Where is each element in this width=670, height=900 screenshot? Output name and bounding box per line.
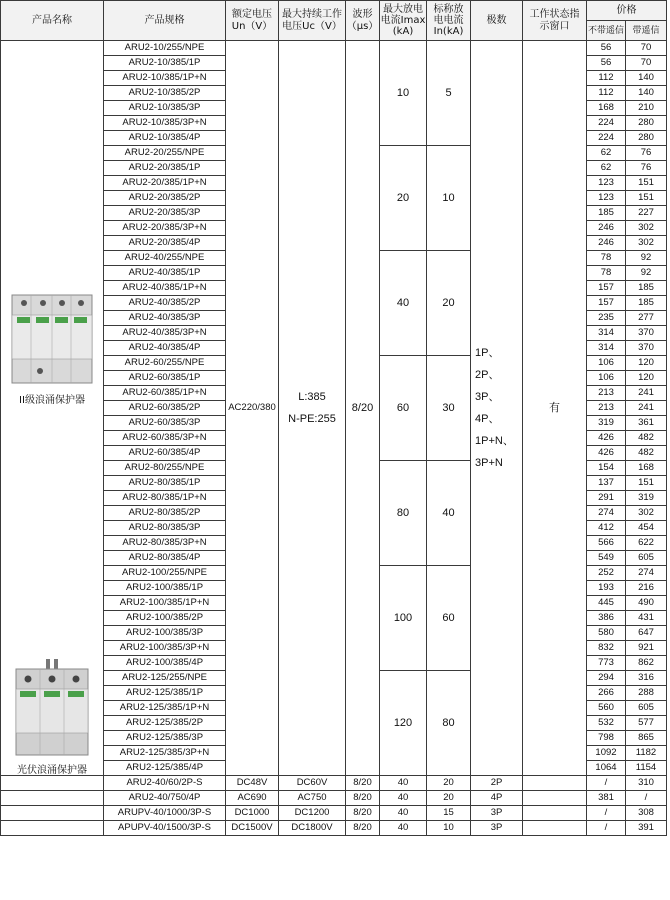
in-cell: 40 — [427, 461, 471, 566]
spec-cell: ARU2-80/385/1P — [104, 476, 226, 491]
price-no-comm-cell: / — [587, 776, 626, 791]
price-comm-cell: 622 — [626, 536, 667, 551]
empty-product-cell — [1, 791, 104, 806]
price-comm-cell: 391 — [626, 821, 667, 836]
price-no-comm-cell: 123 — [587, 176, 626, 191]
price-no-comm-cell: 560 — [587, 701, 626, 716]
imax-cell: 40 — [380, 251, 427, 356]
product-images-cell — [1, 41, 104, 776]
price-comm-cell: 308 — [626, 806, 667, 821]
price-comm-cell: 140 — [626, 86, 667, 101]
price-no-comm-cell: 123 — [587, 191, 626, 206]
spec-cell: ARU2-100/385/1P+N — [104, 596, 226, 611]
in-cell: 10 — [427, 821, 471, 836]
spec-cell: ARU2-40/385/4P — [104, 341, 226, 356]
status-window-cell — [523, 821, 587, 836]
price-comm-cell: 316 — [626, 671, 667, 686]
price-comm-cell: 76 — [626, 146, 667, 161]
col-poles: 极数 — [471, 1, 523, 41]
price-no-comm-cell: 78 — [587, 266, 626, 281]
uc-cell: AC750 — [279, 791, 346, 806]
spec-cell: ARU2-20/385/1P — [104, 161, 226, 176]
in-cell: 30 — [427, 356, 471, 461]
in-cell: 5 — [427, 41, 471, 146]
table-row — [1, 806, 667, 821]
un-cell: DC1000 — [226, 806, 279, 821]
price-no-comm-cell: 193 — [587, 581, 626, 596]
price-comm-cell: 865 — [626, 731, 667, 746]
wave-cell: 8/20 — [346, 821, 380, 836]
empty-product-cell — [1, 806, 104, 821]
col-price-no-comm: 不带遥信 — [587, 21, 626, 41]
price-comm-cell: 241 — [626, 386, 667, 401]
spec-cell: ARU2-80/385/1P+N — [104, 491, 226, 506]
table-row — [1, 791, 667, 806]
surge-protector-4p-icon — [10, 289, 94, 389]
price-no-comm-cell: 246 — [587, 236, 626, 251]
price-no-comm-cell: 106 — [587, 371, 626, 386]
price-no-comm-cell: 62 — [587, 161, 626, 176]
spec-cell: ARU2-40/385/3P+N — [104, 326, 226, 341]
price-comm-cell: 288 — [626, 686, 667, 701]
price-no-comm-cell: 773 — [587, 656, 626, 671]
un-cell: AC690 — [226, 791, 279, 806]
price-no-comm-cell: 154 — [587, 461, 626, 476]
col-price-comm: 带遥信 — [626, 21, 667, 41]
price-no-comm-cell: 1092 — [587, 746, 626, 761]
spec-cell: ARU2-20/385/3P — [104, 206, 226, 221]
spec-cell: ARU2-40/385/1P+N — [104, 281, 226, 296]
poles-line: 1P+N、 — [475, 435, 514, 447]
price-no-comm-cell: 224 — [587, 116, 626, 131]
price-no-comm-cell: 319 — [587, 416, 626, 431]
table-row — [1, 41, 667, 56]
col-in: 标称放 电电流 In(kA) — [427, 1, 471, 41]
price-no-comm-cell: 213 — [587, 401, 626, 416]
spec-cell: ARU2-10/385/4P — [104, 131, 226, 146]
spec-cell: ARU2-100/385/3P — [104, 626, 226, 641]
price-comm-cell: 140 — [626, 71, 667, 86]
price-comm-cell: 862 — [626, 656, 667, 671]
price-comm-cell: 151 — [626, 476, 667, 491]
price-no-comm-cell: 112 — [587, 71, 626, 86]
price-comm-cell: 92 — [626, 251, 667, 266]
price-no-comm-cell: 386 — [587, 611, 626, 626]
imax-cell: 120 — [380, 671, 427, 776]
uc-cell: DC1200 — [279, 806, 346, 821]
price-comm-cell: 577 — [626, 716, 667, 731]
price-comm-cell: 454 — [626, 521, 667, 536]
spec-cell: ARU2-125/385/2P — [104, 716, 226, 731]
spec-cell: ARU2-125/255/NPE — [104, 671, 226, 686]
price-no-comm-cell: 224 — [587, 131, 626, 146]
spec-cell: ARU2-20/385/3P+N — [104, 221, 226, 236]
spec-cell: ARU2-20/385/2P — [104, 191, 226, 206]
pv-surge-protector-icon — [14, 659, 90, 759]
price-comm-cell: 120 — [626, 356, 667, 371]
col-imax: 最大放电 电流Imax (kA) — [380, 1, 427, 41]
spec-cell: ARU2-60/385/4P — [104, 446, 226, 461]
price-comm-cell: 361 — [626, 416, 667, 431]
type2-product-label: II级浪涌保护器 — [19, 395, 85, 406]
imax-cell: 40 — [380, 806, 427, 821]
spec-cell: ARU2-125/385/4P — [104, 761, 226, 776]
price-comm-cell: 70 — [626, 56, 667, 71]
spec-cell: ARU2-80/385/3P+N — [104, 536, 226, 551]
price-no-comm-cell: 168 — [587, 101, 626, 116]
price-comm-cell: 168 — [626, 461, 667, 476]
spec-cell: ARU2-100/385/1P — [104, 581, 226, 596]
price-comm-cell: 1154 — [626, 761, 667, 776]
price-no-comm-cell: 549 — [587, 551, 626, 566]
uc-line-npe: N-PE:255 — [288, 413, 336, 425]
spec-cell: ARU2-40/385/3P — [104, 311, 226, 326]
price-no-comm-cell: 157 — [587, 281, 626, 296]
price-no-comm-cell: 580 — [587, 626, 626, 641]
price-no-comm-cell: 252 — [587, 566, 626, 581]
price-comm-cell: 70 — [626, 41, 667, 56]
spec-cell: ARU2-10/385/3P — [104, 101, 226, 116]
imax-cell: 40 — [380, 791, 427, 806]
price-no-comm-cell: 185 — [587, 206, 626, 221]
price-no-comm-cell: 532 — [587, 716, 626, 731]
col-waveform: 波形 （μs） — [346, 1, 380, 41]
price-no-comm-cell: 412 — [587, 521, 626, 536]
price-no-comm-cell: 566 — [587, 536, 626, 551]
spec-cell: ARU2-80/385/2P — [104, 506, 226, 521]
col-max-cont-voltage: 最大持续工作 电压Uc（V） — [279, 1, 346, 41]
wave-cell: 8/20 — [346, 776, 380, 791]
poles-cell: 2P — [471, 776, 523, 791]
price-no-comm-cell: 445 — [587, 596, 626, 611]
price-comm-cell: 302 — [626, 506, 667, 521]
spec-cell: ARU2-125/385/3P — [104, 731, 226, 746]
uc-cell: DC1800V — [279, 821, 346, 836]
price-no-comm-cell: / — [587, 806, 626, 821]
in-cell: 60 — [427, 566, 471, 671]
imax-cell: 20 — [380, 146, 427, 251]
price-comm-cell: 370 — [626, 326, 667, 341]
spec-cell: ARU2-125/385/1P+N — [104, 701, 226, 716]
price-no-comm-cell: 246 — [587, 221, 626, 236]
spec-cell: ARU2-80/255/NPE — [104, 461, 226, 476]
price-comm-cell: 151 — [626, 191, 667, 206]
spec-cell: ARU2-60/385/1P+N — [104, 386, 226, 401]
price-no-comm-cell: 235 — [587, 311, 626, 326]
price-no-comm-cell: 56 — [587, 56, 626, 71]
price-comm-cell: / — [626, 791, 667, 806]
price-no-comm-cell: 213 — [587, 386, 626, 401]
empty-product-cell — [1, 776, 104, 791]
price-comm-cell: 92 — [626, 266, 667, 281]
un-cell: DC48V — [226, 776, 279, 791]
price-comm-cell: 605 — [626, 551, 667, 566]
price-comm-cell: 185 — [626, 296, 667, 311]
price-no-comm-cell: 106 — [587, 356, 626, 371]
spec-cell: ARUPV-40/1000/3P-S — [104, 806, 226, 821]
spec-cell: ARU2-80/385/4P — [104, 551, 226, 566]
imax-cell: 40 — [380, 821, 427, 836]
table-body — [1, 41, 667, 836]
spec-cell: ARU2-10/385/1P+N — [104, 71, 226, 86]
spec-cell: ARU2-60/385/3P+N — [104, 431, 226, 446]
price-comm-cell: 280 — [626, 116, 667, 131]
spec-cell: ARU2-10/385/2P — [104, 86, 226, 101]
spec-cell: ARU2-10/385/3P+N — [104, 116, 226, 131]
price-comm-cell: 431 — [626, 611, 667, 626]
pv-product-label: 光伏浪涌保护器 — [17, 765, 87, 776]
spec-cell: ARU2-100/385/3P+N — [104, 641, 226, 656]
spec-cell: ARU2-20/255/NPE — [104, 146, 226, 161]
spec-cell: ARU2-100/385/2P — [104, 611, 226, 626]
price-comm-cell: 921 — [626, 641, 667, 656]
max-cont-voltage-cell — [279, 41, 346, 776]
spec-cell: ARU2-60/385/1P — [104, 371, 226, 386]
spec-cell: ARU2-125/385/1P — [104, 686, 226, 701]
price-comm-cell: 490 — [626, 596, 667, 611]
spec-cell: ARU2-10/385/1P — [104, 56, 226, 71]
price-comm-cell: 277 — [626, 311, 667, 326]
spec-cell: ARU2-125/385/3P+N — [104, 746, 226, 761]
price-comm-cell: 302 — [626, 236, 667, 251]
in-cell: 80 — [427, 671, 471, 776]
price-comm-cell: 76 — [626, 161, 667, 176]
price-comm-cell: 185 — [626, 281, 667, 296]
waveform-cell: 8/20 — [346, 41, 380, 776]
price-no-comm-cell: / — [587, 821, 626, 836]
price-no-comm-cell: 266 — [587, 686, 626, 701]
status-window-cell — [523, 806, 587, 821]
status-window-cell — [523, 776, 587, 791]
type2-product — [1, 289, 103, 407]
pv-product — [1, 659, 103, 776]
spec-cell: ARU2-10/255/NPE — [104, 41, 226, 56]
price-comm-cell: 120 — [626, 371, 667, 386]
col-status-window: 工作状态指 示窗口 — [523, 1, 587, 41]
price-comm-cell: 280 — [626, 131, 667, 146]
price-no-comm-cell: 832 — [587, 641, 626, 656]
un-cell: DC1500V — [226, 821, 279, 836]
imax-cell: 40 — [380, 776, 427, 791]
price-no-comm-cell: 157 — [587, 296, 626, 311]
price-comm-cell: 370 — [626, 341, 667, 356]
price-no-comm-cell: 112 — [587, 86, 626, 101]
price-no-comm-cell: 426 — [587, 446, 626, 461]
spec-cell: ARU2-40/385/1P — [104, 266, 226, 281]
price-no-comm-cell: 798 — [587, 731, 626, 746]
spec-cell: ARU2-40/385/2P — [104, 296, 226, 311]
spec-cell: ARU2-60/385/3P — [104, 416, 226, 431]
poles-line: 3P+N — [475, 457, 503, 469]
table-row — [1, 776, 667, 791]
price-no-comm-cell: 314 — [587, 326, 626, 341]
imax-cell: 100 — [380, 566, 427, 671]
spec-cell: ARU2-80/385/3P — [104, 521, 226, 536]
price-no-comm-cell: 56 — [587, 41, 626, 56]
price-comm-cell: 1182 — [626, 746, 667, 761]
price-comm-cell: 647 — [626, 626, 667, 641]
spec-cell: ARU2-60/255/NPE — [104, 356, 226, 371]
uc-cell: DC60V — [279, 776, 346, 791]
spec-cell: ARU2-40/60/2P-S — [104, 776, 226, 791]
price-no-comm-cell: 426 — [587, 431, 626, 446]
status-window-cell: 有 — [523, 41, 587, 776]
price-no-comm-cell: 274 — [587, 506, 626, 521]
price-no-comm-cell: 1064 — [587, 761, 626, 776]
price-comm-cell: 482 — [626, 446, 667, 461]
spec-cell: ARU2-100/255/NPE — [104, 566, 226, 581]
price-comm-cell: 216 — [626, 581, 667, 596]
poles-cell: 4P — [471, 791, 523, 806]
price-no-comm-cell: 137 — [587, 476, 626, 491]
col-price: 价格 — [587, 1, 667, 21]
price-comm-cell: 274 — [626, 566, 667, 581]
poles-line: 3P、4P、 — [475, 391, 500, 425]
price-no-comm-cell: 294 — [587, 671, 626, 686]
poles-cell: 3P — [471, 821, 523, 836]
uc-line-l: L:385 — [298, 391, 326, 403]
poles-cell — [471, 41, 523, 776]
spec-cell: ARU2-40/750/4P — [104, 791, 226, 806]
col-rated-voltage: 额定电压 Un（V） — [226, 1, 279, 41]
imax-cell: 80 — [380, 461, 427, 566]
price-no-comm-cell: 291 — [587, 491, 626, 506]
spec-cell: ARU2-100/385/4P — [104, 656, 226, 671]
wave-cell: 8/20 — [346, 806, 380, 821]
empty-product-cell — [1, 821, 104, 836]
col-product-name: 产品名称 — [1, 1, 104, 41]
status-window-cell — [523, 791, 587, 806]
price-comm-cell: 302 — [626, 221, 667, 236]
price-no-comm-cell: 314 — [587, 341, 626, 356]
price-comm-cell: 482 — [626, 431, 667, 446]
in-cell: 20 — [427, 791, 471, 806]
price-comm-cell: 605 — [626, 701, 667, 716]
spec-cell: APUPV-40/1500/3P-S — [104, 821, 226, 836]
in-cell: 20 — [427, 776, 471, 791]
price-comm-cell: 241 — [626, 401, 667, 416]
price-comm-cell: 151 — [626, 176, 667, 191]
poles-line: 1P、2P、 — [475, 347, 500, 381]
imax-cell: 10 — [380, 41, 427, 146]
price-comm-cell: 227 — [626, 206, 667, 221]
price-no-comm-cell: 381 — [587, 791, 626, 806]
price-comm-cell: 310 — [626, 776, 667, 791]
spec-cell: ARU2-20/385/1P+N — [104, 176, 226, 191]
price-comm-cell: 210 — [626, 101, 667, 116]
spec-cell: ARU2-40/255/NPE — [104, 251, 226, 266]
col-spec: 产品规格 — [104, 1, 226, 41]
spec-cell: ARU2-20/385/4P — [104, 236, 226, 251]
in-cell: 10 — [427, 146, 471, 251]
table-row — [1, 821, 667, 836]
price-no-comm-cell: 78 — [587, 251, 626, 266]
price-no-comm-cell: 62 — [587, 146, 626, 161]
wave-cell: 8/20 — [346, 791, 380, 806]
price-comm-cell: 319 — [626, 491, 667, 506]
in-cell: 20 — [427, 251, 471, 356]
spec-cell: ARU2-60/385/2P — [104, 401, 226, 416]
imax-cell: 60 — [380, 356, 427, 461]
in-cell: 15 — [427, 806, 471, 821]
rated-voltage-cell: AC220/380 — [226, 41, 279, 776]
poles-cell: 3P — [471, 806, 523, 821]
